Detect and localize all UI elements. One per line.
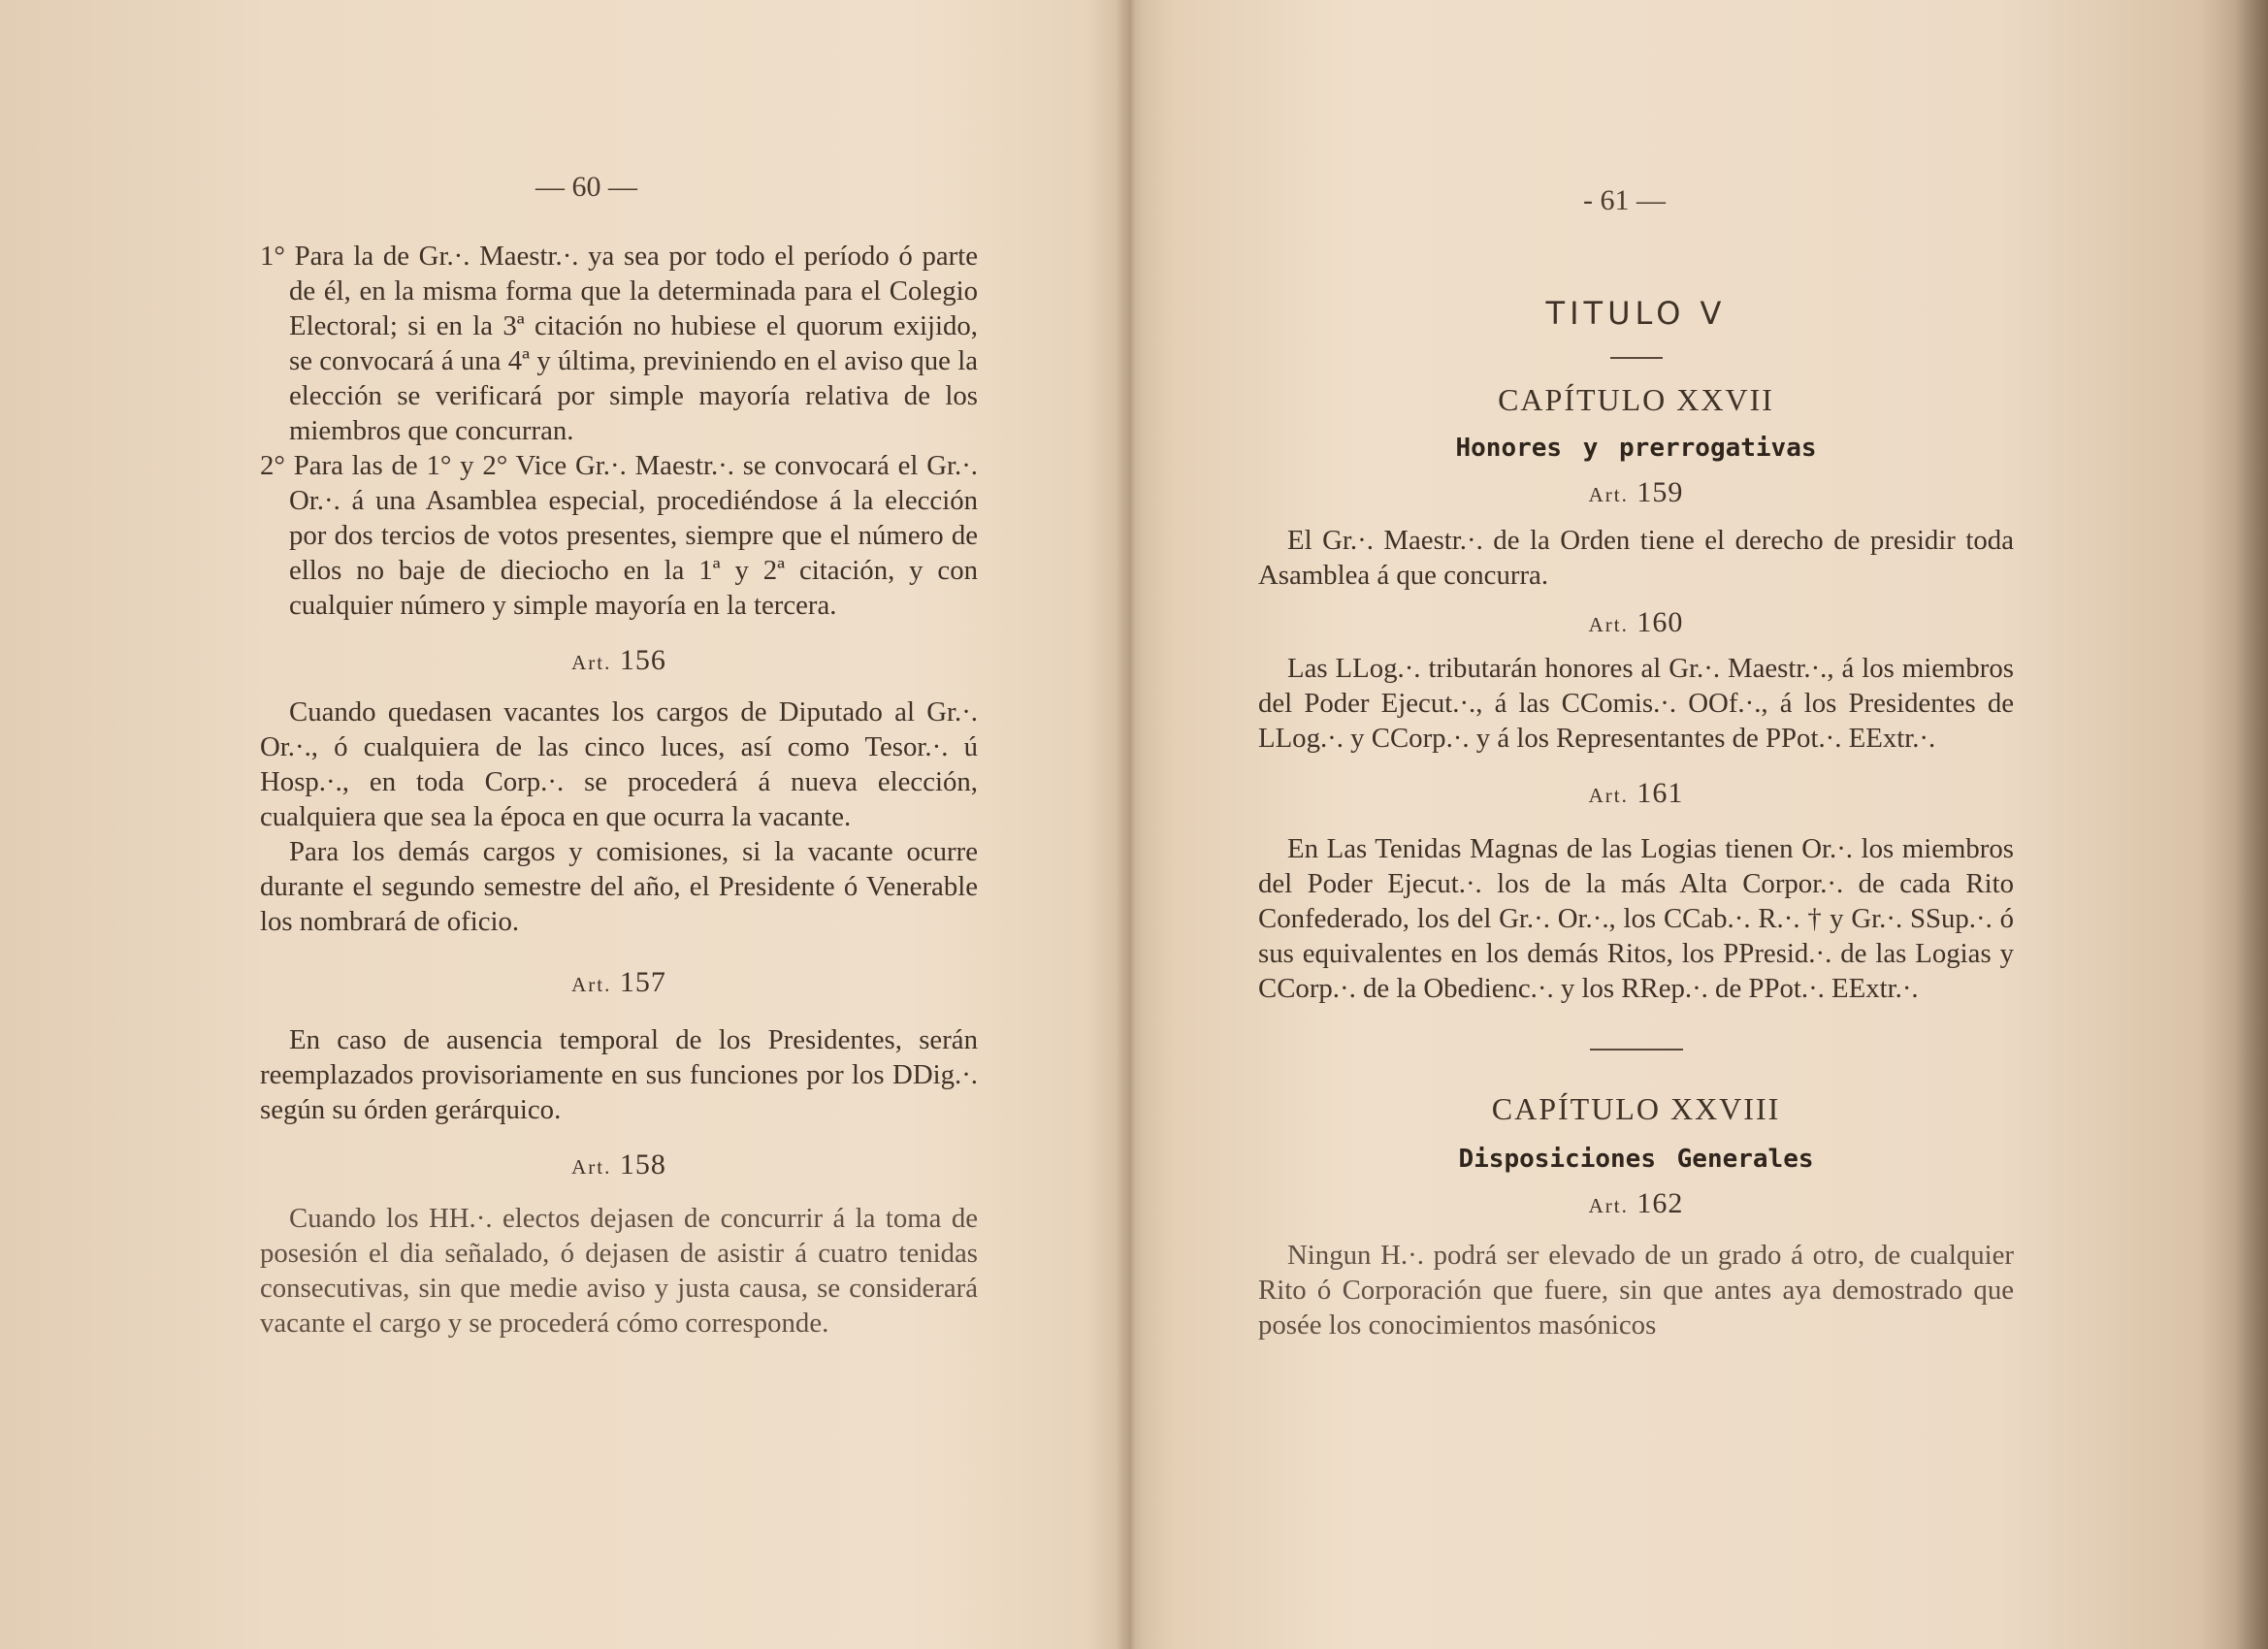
article-prefix: Art.	[1588, 1194, 1629, 1217]
article-heading-162	[1258, 1187, 2014, 1220]
left-page	[0, 0, 1125, 1649]
article-162-text: Ningun H.·. podrá ser elevado de un grado á otro, de cualquier Rito ó Corporación que fuere, sin que antes aya demostrado que posée los conocimientos masónicos	[1258, 1240, 2014, 1341]
article-prefix: Art.	[1588, 483, 1629, 506]
left-page-body	[260, 239, 978, 1341]
article-heading-158	[260, 1148, 978, 1181]
article-prefix: Art.	[1588, 613, 1629, 636]
article-156-text-2: Para los demás cargos y comisiones, si la vacante ocurre durante el segundo semestre del año, el Presidente ó Venerable los nombrará de oficio.	[260, 836, 978, 937]
page-number-left: — 60 —	[535, 171, 637, 203]
article-prefix: Art.	[1588, 784, 1629, 807]
capitulo-xxvii: CAPÍTULO XXVII	[1498, 382, 1774, 417]
capitulo-xxviii: CAPÍTULO XXVIII	[1491, 1091, 1781, 1126]
titulo-heading: TITULO V	[1545, 295, 1727, 332]
article-heading-159	[1258, 476, 2014, 509]
article-prefix: Art.	[571, 1155, 612, 1179]
article-156-text: Cuando quedasen vacantes los cargos de Diputado al Gr.·. Or.·., ó cualquiera de las cinco luces, así como Tesor.·. ú Hosp.·., en toda Corp.·. se procederá á nueva elección, cualquiera que sea la época en que ocurra la vacante.	[260, 696, 978, 832]
article-number: 157	[619, 966, 666, 998]
article-prefix: Art.	[571, 973, 612, 996]
article-161-text: En Las Tenidas Magnas de las Logias tienen Or.·. los miembros del Poder Ejecut.·. los de la más Alta Corpor.·. de cada Rito Confederado, los del Gr.·. Or.·., los CCab.·. R.·. † y Gr.·. SSup.·. ó sus equivalentes en los demás Ritos, los PPresid.·. de las Logias y CCorp.·. de la Obedienc.·. y los RRep.·. de PPot.·. EExtr.·.	[1258, 833, 2014, 1004]
section-heading-honores: Honores y prerrogativas	[1455, 434, 1817, 463]
article-number: 162	[1636, 1187, 1684, 1219]
short-rule	[1610, 357, 1663, 359]
article-number: 160	[1636, 606, 1684, 638]
section-heading-disposiciones: Disposiciones Generales	[1458, 1145, 1814, 1174]
right-page	[1125, 0, 2268, 1649]
section-divider	[1590, 1049, 1683, 1051]
article-number: 156	[619, 644, 666, 676]
article-heading-157	[260, 966, 978, 999]
right-page-body	[1258, 295, 2014, 1342]
article-heading-160	[1258, 606, 2014, 639]
article-number: 158	[619, 1148, 666, 1180]
article-number: 159	[1636, 476, 1684, 508]
page-number-right: - 61 —	[1583, 184, 1666, 216]
article-prefix: Art.	[571, 651, 612, 674]
clause-1: 1° Para la de Gr.·. Maestr.·. ya sea por todo el período ó parte de él, en la misma forma que la determinada para el Colegio Electoral; si en la 3ª citación no hubiese el quorum exijido, se convocará á una 4ª y última, previniendo en el aviso que la elección se verificará por simple mayoría relativa de los miembros que concurran.	[260, 241, 978, 446]
article-158-text: Cuando los HH.·. electos dejasen de concurrir á la toma de posesión el dia señalado, ó dejasen de asistir á cuatro tenidas consecutivas, sin que medie aviso y justa causa, se considerará vacante el cargo y se procederá cómo corresponde.	[260, 1203, 978, 1339]
article-heading-161	[1258, 777, 2014, 810]
article-160-text: Las LLog.·. tributarán honores al Gr.·. Maestr.·., á los miembros del Poder Ejecut.·., á las CComis.·. OOf.·., á los Presidentes de LLog.·. y CCorp.·. y á los Representantes de PPot.·. EExtr.·.	[1258, 653, 2014, 754]
article-heading-156	[260, 644, 978, 677]
article-157-text: En caso de ausencia temporal de los Presidentes, serán reemplazados provisoriamente en sus funciones por los DDig.·. según su órden gerárquico.	[260, 1024, 978, 1125]
clause-2: 2° Para las de 1° y 2° Vice Gr.·. Maestr.·. se convocará el Gr.·. Or.·. á una Asamblea especial, procediéndose á la elección por dos tercios de votos presentes, siempre que el número de ellos no baje de dieciocho en la 1ª y 2ª citación, y con cualquier número y simple mayoría en la tercera.	[260, 450, 978, 621]
article-number: 161	[1636, 777, 1684, 809]
article-159-text: El Gr.·. Maestr.·. de la Orden tiene el derecho de presidir toda Asamblea á que concurra.	[1258, 525, 2014, 591]
